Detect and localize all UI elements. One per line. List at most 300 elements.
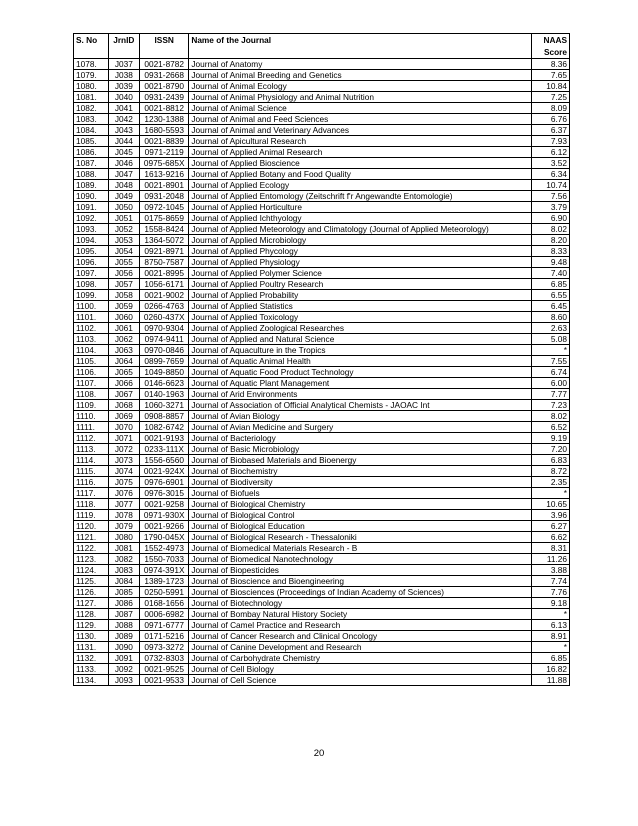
cell-sno: 1102.	[74, 323, 109, 334]
cell-naas-score: 6.45	[532, 301, 570, 312]
cell-issn: 0974-9411	[140, 334, 189, 345]
cell-issn: 0021-8782	[140, 59, 189, 70]
cell-sno: 1093.	[74, 224, 109, 235]
cell-journal-name: Journal of Applied Entomology (Zeitschrift f'r Angewandte Entomologie)	[189, 191, 532, 202]
cell-issn: 1558-8424	[140, 224, 189, 235]
cell-sno: 1103.	[74, 334, 109, 345]
cell-issn: 0972-1045	[140, 202, 189, 213]
cell-journal-name: Journal of Applied and Natural Science	[189, 334, 532, 345]
cell-jrnid: J040	[108, 92, 139, 103]
table-row	[74, 114, 570, 125]
cell-jrnid: J076	[108, 488, 139, 499]
cell-sno: 1105.	[74, 356, 109, 367]
cell-naas-score: 11.88	[532, 675, 570, 686]
cell-jrnid: J080	[108, 532, 139, 543]
cell-journal-name: Journal of Bombay Natural History Society	[189, 609, 532, 620]
header-score-line1: NAAS	[543, 35, 567, 45]
cell-naas-score: 8.72	[532, 466, 570, 477]
cell-issn: 1556-6560	[140, 455, 189, 466]
cell-naas-score: 10.65	[532, 499, 570, 510]
cell-jrnid: J070	[108, 422, 139, 433]
cell-journal-name: Journal of Cell Biology	[189, 664, 532, 675]
cell-jrnid: J063	[108, 345, 139, 356]
cell-issn: 0021-9266	[140, 521, 189, 532]
cell-journal-name: Journal of Apicultural Research	[189, 136, 532, 147]
cell-sno: 1114.	[74, 455, 109, 466]
table-row	[74, 576, 570, 587]
cell-journal-name: Journal of Applied Physiology	[189, 257, 532, 268]
cell-sno: 1079.	[74, 70, 109, 81]
cell-naas-score: 6.90	[532, 213, 570, 224]
cell-issn: 1049-8850	[140, 367, 189, 378]
table-row	[74, 147, 570, 158]
cell-issn: 0260-437X	[140, 312, 189, 323]
cell-naas-score: 6.74	[532, 367, 570, 378]
table-row	[74, 345, 570, 356]
cell-journal-name: Journal of Biomedical Nanotechnology	[189, 554, 532, 565]
cell-sno: 1123.	[74, 554, 109, 565]
cell-sno: 1078.	[74, 59, 109, 70]
cell-naas-score: *	[532, 609, 570, 620]
cell-naas-score: 6.85	[532, 653, 570, 664]
cell-journal-name: Journal of Cell Science	[189, 675, 532, 686]
cell-jrnid: J072	[108, 444, 139, 455]
journal-table	[73, 33, 570, 686]
cell-sno: 1120.	[74, 521, 109, 532]
cell-sno: 1080.	[74, 81, 109, 92]
table-row	[74, 235, 570, 246]
cell-jrnid: J071	[108, 433, 139, 444]
cell-issn: 1613-9216	[140, 169, 189, 180]
cell-journal-name: Journal of Applied Polymer Science	[189, 268, 532, 279]
cell-issn: 1680-5593	[140, 125, 189, 136]
cell-issn: 0931-2439	[140, 92, 189, 103]
cell-journal-name: Journal of Applied Zoological Researches	[189, 323, 532, 334]
cell-jrnid: J083	[108, 565, 139, 576]
cell-jrnid: J064	[108, 356, 139, 367]
cell-issn: 0250-5991	[140, 587, 189, 598]
cell-issn: 0021-8839	[140, 136, 189, 147]
cell-issn: 1389-1723	[140, 576, 189, 587]
cell-sno: 1133.	[74, 664, 109, 675]
cell-naas-score: 6.34	[532, 169, 570, 180]
cell-sno: 1110.	[74, 411, 109, 422]
cell-sno: 1083.	[74, 114, 109, 125]
cell-sno: 1099.	[74, 290, 109, 301]
cell-jrnid: J069	[108, 411, 139, 422]
table-row	[74, 290, 570, 301]
cell-jrnid: J061	[108, 323, 139, 334]
cell-jrnid: J047	[108, 169, 139, 180]
cell-sno: 1089.	[74, 180, 109, 191]
cell-jrnid: J084	[108, 576, 139, 587]
cell-naas-score: 10.74	[532, 180, 570, 191]
cell-issn: 0975-685X	[140, 158, 189, 169]
cell-sno: 1086.	[74, 147, 109, 158]
cell-sno: 1112.	[74, 433, 109, 444]
cell-naas-score: 7.25	[532, 92, 570, 103]
cell-sno: 1125.	[74, 576, 109, 587]
cell-naas-score: 7.93	[532, 136, 570, 147]
cell-naas-score: 3.88	[532, 565, 570, 576]
cell-naas-score: 6.13	[532, 620, 570, 631]
cell-jrnid: J073	[108, 455, 139, 466]
cell-naas-score: 8.36	[532, 59, 570, 70]
cell-sno: 1084.	[74, 125, 109, 136]
cell-journal-name: Journal of Carbohydrate Chemistry	[189, 653, 532, 664]
header-issn: ISSN	[140, 34, 189, 59]
cell-naas-score: 6.55	[532, 290, 570, 301]
table-row	[74, 532, 570, 543]
cell-journal-name: Journal of Animal Science	[189, 103, 532, 114]
cell-naas-score: 7.56	[532, 191, 570, 202]
table-row	[74, 631, 570, 642]
cell-issn: 0021-9002	[140, 290, 189, 301]
cell-issn: 0971-6777	[140, 620, 189, 631]
cell-jrnid: J062	[108, 334, 139, 345]
cell-naas-score: 7.74	[532, 576, 570, 587]
cell-jrnid: J075	[108, 477, 139, 488]
cell-jrnid: J048	[108, 180, 139, 191]
cell-journal-name: Journal of Animal Physiology and Animal Nutrition	[189, 92, 532, 103]
cell-sno: 1094.	[74, 235, 109, 246]
cell-naas-score: 6.37	[532, 125, 570, 136]
cell-journal-name: Journal of Aquatic Plant Management	[189, 378, 532, 389]
table-row	[74, 664, 570, 675]
cell-sno: 1095.	[74, 246, 109, 257]
cell-jrnid: J082	[108, 554, 139, 565]
cell-jrnid: J091	[108, 653, 139, 664]
cell-issn: 1364-5072	[140, 235, 189, 246]
cell-sno: 1126.	[74, 587, 109, 598]
cell-journal-name: Journal of Animal and Veterinary Advances	[189, 125, 532, 136]
cell-journal-name: Journal of Biological Research - Thessaloniki	[189, 532, 532, 543]
table-row	[74, 642, 570, 653]
cell-sno: 1104.	[74, 345, 109, 356]
cell-naas-score: 7.55	[532, 356, 570, 367]
table-row	[74, 554, 570, 565]
cell-sno: 1100.	[74, 301, 109, 312]
cell-issn: 0021-9525	[140, 664, 189, 675]
cell-jrnid: J092	[108, 664, 139, 675]
cell-journal-name: Journal of Applied Botany and Food Quality	[189, 169, 532, 180]
table-row	[74, 92, 570, 103]
cell-sno: 1131.	[74, 642, 109, 653]
cell-journal-name: Journal of Applied Microbiology	[189, 235, 532, 246]
cell-issn: 0006-6982	[140, 609, 189, 620]
table-row	[74, 312, 570, 323]
cell-naas-score: 16.82	[532, 664, 570, 675]
cell-issn: 1056-6171	[140, 279, 189, 290]
cell-journal-name: Journal of Animal Ecology	[189, 81, 532, 92]
cell-journal-name: Journal of Animal and Feed Sciences	[189, 114, 532, 125]
cell-issn: 1790-045X	[140, 532, 189, 543]
cell-sno: 1128.	[74, 609, 109, 620]
cell-naas-score: 5.08	[532, 334, 570, 345]
table-row	[74, 323, 570, 334]
cell-journal-name: Journal of Aquatic Animal Health	[189, 356, 532, 367]
cell-jrnid: J056	[108, 268, 139, 279]
cell-sno: 1088.	[74, 169, 109, 180]
cell-issn: 0931-2048	[140, 191, 189, 202]
table-row	[74, 422, 570, 433]
cell-jrnid: J078	[108, 510, 139, 521]
table-row	[74, 356, 570, 367]
table-row	[74, 565, 570, 576]
cell-sno: 1109.	[74, 400, 109, 411]
cell-naas-score: *	[532, 642, 570, 653]
table-row	[74, 136, 570, 147]
cell-naas-score: 2.35	[532, 477, 570, 488]
cell-naas-score: 10.84	[532, 81, 570, 92]
cell-naas-score: 3.79	[532, 202, 570, 213]
cell-sno: 1092.	[74, 213, 109, 224]
cell-sno: 1096.	[74, 257, 109, 268]
cell-issn: 0021-9193	[140, 433, 189, 444]
cell-journal-name: Journal of Biochemistry	[189, 466, 532, 477]
cell-jrnid: J054	[108, 246, 139, 257]
cell-journal-name: Journal of Biological Control	[189, 510, 532, 521]
table-row	[74, 169, 570, 180]
cell-journal-name: Journal of Biosciences (Proceedings of Indian Academy of Sciences)	[189, 587, 532, 598]
table-header-row	[74, 34, 570, 59]
table-row	[74, 543, 570, 554]
cell-naas-score: 6.12	[532, 147, 570, 158]
cell-sno: 1091.	[74, 202, 109, 213]
cell-issn: 0899-7659	[140, 356, 189, 367]
cell-jrnid: J057	[108, 279, 139, 290]
table-row	[74, 620, 570, 631]
table-row	[74, 301, 570, 312]
cell-sno: 1108.	[74, 389, 109, 400]
cell-issn: 1060-3271	[140, 400, 189, 411]
cell-journal-name: Journal of Biomedical Materials Research - B	[189, 543, 532, 554]
cell-journal-name: Journal of Bioscience and Bioengineering	[189, 576, 532, 587]
cell-jrnid: J052	[108, 224, 139, 235]
cell-issn: 0908-8857	[140, 411, 189, 422]
cell-issn: 0732-8303	[140, 653, 189, 664]
cell-issn: 0146-6623	[140, 378, 189, 389]
cell-jrnid: J038	[108, 70, 139, 81]
cell-journal-name: Journal of Applied Probability	[189, 290, 532, 301]
table-row	[74, 268, 570, 279]
cell-journal-name: Journal of Biofuels	[189, 488, 532, 499]
cell-jrnid: J055	[108, 257, 139, 268]
cell-jrnid: J051	[108, 213, 139, 224]
table-row	[74, 455, 570, 466]
cell-issn: 1552-4973	[140, 543, 189, 554]
cell-naas-score: 6.27	[532, 521, 570, 532]
cell-issn: 0171-5216	[140, 631, 189, 642]
cell-issn: 1082-6742	[140, 422, 189, 433]
cell-issn: 0931-2668	[140, 70, 189, 81]
cell-issn: 0175-8659	[140, 213, 189, 224]
table-row	[74, 202, 570, 213]
cell-issn: 0021-924X	[140, 466, 189, 477]
cell-sno: 1081.	[74, 92, 109, 103]
cell-issn: 0021-8790	[140, 81, 189, 92]
cell-journal-name: Journal of Anatomy	[189, 59, 532, 70]
table-row	[74, 488, 570, 499]
cell-journal-name: Journal of Arid Environments	[189, 389, 532, 400]
cell-sno: 1129.	[74, 620, 109, 631]
cell-journal-name: Journal of Basic Microbiology	[189, 444, 532, 455]
cell-journal-name: Journal of Applied Animal Research	[189, 147, 532, 158]
cell-jrnid: J039	[108, 81, 139, 92]
document-page	[73, 33, 570, 686]
cell-sno: 1118.	[74, 499, 109, 510]
table-body	[74, 59, 570, 686]
cell-naas-score: 8.02	[532, 224, 570, 235]
cell-sno: 1106.	[74, 367, 109, 378]
cell-jrnid: J053	[108, 235, 139, 246]
cell-jrnid: J086	[108, 598, 139, 609]
cell-issn: 0021-9533	[140, 675, 189, 686]
cell-issn: 0971-930X	[140, 510, 189, 521]
cell-jrnid: J089	[108, 631, 139, 642]
cell-issn: 0976-6901	[140, 477, 189, 488]
cell-sno: 1097.	[74, 268, 109, 279]
cell-jrnid: J042	[108, 114, 139, 125]
table-row	[74, 444, 570, 455]
cell-jrnid: J046	[108, 158, 139, 169]
cell-jrnid: J085	[108, 587, 139, 598]
cell-journal-name: Journal of Applied Phycology	[189, 246, 532, 257]
cell-jrnid: J087	[108, 609, 139, 620]
cell-journal-name: Journal of Canine Development and Research	[189, 642, 532, 653]
cell-naas-score: 11.26	[532, 554, 570, 565]
cell-issn: 0976-3015	[140, 488, 189, 499]
cell-sno: 1116.	[74, 477, 109, 488]
table-row	[74, 246, 570, 257]
table-row	[74, 609, 570, 620]
cell-jrnid: J067	[108, 389, 139, 400]
cell-jrnid: J093	[108, 675, 139, 686]
cell-naas-score: 8.31	[532, 543, 570, 554]
cell-jrnid: J068	[108, 400, 139, 411]
cell-naas-score: 6.85	[532, 279, 570, 290]
header-jrnid: JrnID	[108, 34, 139, 59]
table-row	[74, 653, 570, 664]
cell-naas-score: 6.00	[532, 378, 570, 389]
table-row	[74, 81, 570, 92]
cell-sno: 1087.	[74, 158, 109, 169]
cell-jrnid: J059	[108, 301, 139, 312]
header-naas-score	[532, 34, 570, 59]
cell-journal-name: Journal of Biodiversity	[189, 477, 532, 488]
cell-naas-score: 7.77	[532, 389, 570, 400]
header-journal-name: Name of the Journal	[189, 34, 532, 59]
cell-issn: 0021-8995	[140, 268, 189, 279]
table-row	[74, 411, 570, 422]
cell-journal-name: Journal of Biopesticides	[189, 565, 532, 576]
table-row	[74, 257, 570, 268]
cell-issn: 0233-111X	[140, 444, 189, 455]
cell-issn: 0021-8901	[140, 180, 189, 191]
table-row	[74, 224, 570, 235]
table-row	[74, 400, 570, 411]
cell-journal-name: Journal of Applied Bioscience	[189, 158, 532, 169]
cell-journal-name: Journal of Cancer Research and Clinical Oncology	[189, 631, 532, 642]
table-row	[74, 675, 570, 686]
cell-jrnid: J050	[108, 202, 139, 213]
cell-jrnid: J058	[108, 290, 139, 301]
cell-jrnid: J049	[108, 191, 139, 202]
cell-journal-name: Journal of Applied Horticulture	[189, 202, 532, 213]
table-row	[74, 389, 570, 400]
cell-issn: 8750-7587	[140, 257, 189, 268]
cell-journal-name: Journal of Applied Meteorology and Climatology (Journal of Applied Meteorology)	[189, 224, 532, 235]
table-row	[74, 213, 570, 224]
cell-naas-score: 9.48	[532, 257, 570, 268]
cell-naas-score: 3.96	[532, 510, 570, 521]
table-row	[74, 587, 570, 598]
cell-jrnid: J045	[108, 147, 139, 158]
cell-jrnid: J044	[108, 136, 139, 147]
cell-jrnid: J090	[108, 642, 139, 653]
table-row	[74, 378, 570, 389]
page-number: 20	[313, 748, 325, 759]
table-row	[74, 367, 570, 378]
cell-journal-name: Journal of Applied Poultry Research	[189, 279, 532, 290]
cell-journal-name: Journal of Biological Education	[189, 521, 532, 532]
cell-sno: 1098.	[74, 279, 109, 290]
cell-journal-name: Journal of Avian Biology	[189, 411, 532, 422]
table-row	[74, 433, 570, 444]
cell-sno: 1090.	[74, 191, 109, 202]
cell-issn: 0970-9304	[140, 323, 189, 334]
cell-naas-score: 8.02	[532, 411, 570, 422]
cell-sno: 1127.	[74, 598, 109, 609]
cell-journal-name: Journal of Animal Breeding and Genetics	[189, 70, 532, 81]
cell-naas-score: 7.20	[532, 444, 570, 455]
table-row	[74, 191, 570, 202]
table-row	[74, 466, 570, 477]
cell-journal-name: Journal of Bacteriology	[189, 433, 532, 444]
cell-sno: 1130.	[74, 631, 109, 642]
table-row	[74, 598, 570, 609]
cell-sno: 1119.	[74, 510, 109, 521]
cell-jrnid: J041	[108, 103, 139, 114]
table-row	[74, 477, 570, 488]
cell-sno: 1101.	[74, 312, 109, 323]
cell-journal-name: Journal of Biobased Materials and Bioenergy	[189, 455, 532, 466]
cell-naas-score: 6.62	[532, 532, 570, 543]
cell-naas-score: 9.18	[532, 598, 570, 609]
cell-jrnid: J065	[108, 367, 139, 378]
cell-jrnid: J037	[108, 59, 139, 70]
cell-jrnid: J074	[108, 466, 139, 477]
cell-naas-score: 2.63	[532, 323, 570, 334]
cell-naas-score: 3.52	[532, 158, 570, 169]
cell-issn: 1230-1388	[140, 114, 189, 125]
cell-jrnid: J060	[108, 312, 139, 323]
table-row	[74, 59, 570, 70]
table-row	[74, 103, 570, 114]
cell-issn: 0921-8971	[140, 246, 189, 257]
cell-issn: 0021-9258	[140, 499, 189, 510]
cell-issn: 0168-1656	[140, 598, 189, 609]
table-row	[74, 334, 570, 345]
cell-journal-name: Journal of Aquaculture in the Tropics	[189, 345, 532, 356]
table-row	[74, 499, 570, 510]
cell-journal-name: Journal of Association of Official Analytical Chemists - JAOAC Int	[189, 400, 532, 411]
cell-sno: 1132.	[74, 653, 109, 664]
cell-sno: 1085.	[74, 136, 109, 147]
cell-journal-name: Journal of Avian Medicine and Surgery	[189, 422, 532, 433]
cell-sno: 1121.	[74, 532, 109, 543]
cell-issn: 0021-8812	[140, 103, 189, 114]
